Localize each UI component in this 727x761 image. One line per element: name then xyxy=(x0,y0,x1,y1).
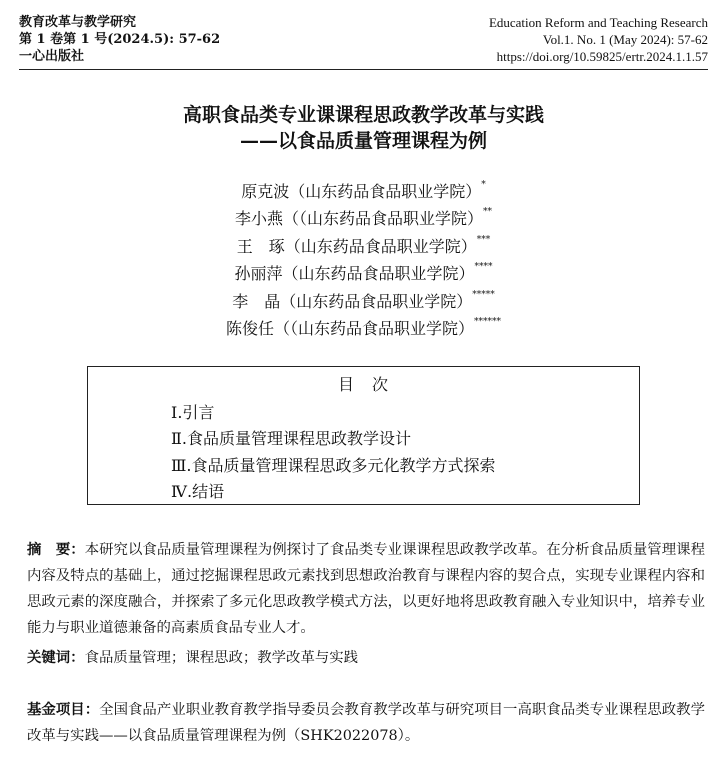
author-line xyxy=(0,260,727,287)
issue-info-en: Vol.1. No. 1 (May 2024): 57-62 xyxy=(542,32,708,47)
author-mark: * xyxy=(481,180,486,190)
abstract-label: 摘 要： xyxy=(27,541,85,558)
abstract-text: 本研究以食品质量管理课程为例探讨了食品类专业课课程思政教学改革。在分析食品质量管理课程内容及特点的基础上，通过挖掘课程思政元素找到思想政治教育与课程内容的契合点，实现专业课程内容和思政元素的深度融合，并探索了多元化思政教学模式方法，以更好地将思政教育融入专业知识中，培养专业能力与职业道德兼备的高素质食品专业人才。 xyxy=(27,542,705,636)
author-name: 李 晶（山东药品食品职业学院） xyxy=(232,291,473,311)
journal-name-en: Education Reform and Teaching Research xyxy=(488,15,708,30)
author-mark: ** xyxy=(483,207,492,218)
funding-label: 基金项目： xyxy=(27,701,100,718)
keywords-text: 食品质量管理；课程思政；教学改革与实践 xyxy=(84,650,359,666)
author-mark: *** xyxy=(476,234,491,245)
author-line xyxy=(0,178,727,205)
toc-item-methods[interactable]: Ⅲ.食品质量管理课程思政多元化教学方式探索 xyxy=(171,456,496,475)
funding xyxy=(27,697,705,749)
author-mark: ***** xyxy=(472,289,495,300)
journal-name-cn: 教育改革与教学研究 xyxy=(19,15,137,30)
journal-header-cn xyxy=(19,14,220,65)
toc-item-introduction[interactable]: Ⅰ.引言 xyxy=(171,403,215,422)
author-mark: ****** xyxy=(474,316,501,327)
author-name: 李小燕（（山东药品食品职业学院） xyxy=(234,209,483,229)
header-rule xyxy=(19,69,708,70)
toc-item-conclusion[interactable]: Ⅳ.结语 xyxy=(171,482,225,501)
author-name: 原克波（山东药品食品职业学院） xyxy=(241,182,482,201)
author-name: 王 琢（山东药品食品职业学院） xyxy=(236,236,477,256)
author-name: 陈俊任（（山东药品食品职业学院） xyxy=(225,318,474,338)
toc-item-design[interactable]: Ⅱ.食品质量管理课程思政教学设计 xyxy=(171,429,411,448)
author-name: 孙丽萍（山东药品食品职业学院） xyxy=(234,264,475,284)
journal-header-en xyxy=(489,14,708,65)
author-line xyxy=(0,233,727,260)
author-line xyxy=(0,205,727,232)
keywords xyxy=(27,645,358,671)
keywords-label: 关键词： xyxy=(27,649,85,666)
author-line xyxy=(0,288,727,315)
funding-text: 全国食品产业职业教育教学指导委员会教育教学改革与研究项目一高职食品类专业课程思政教学改革与实践——以食品质量管理课程为例（SHK2022078）。 xyxy=(27,702,705,744)
publisher-cn: 一心出版社 xyxy=(19,49,85,64)
abstract xyxy=(27,537,705,641)
paper-subtitle: ——以食品质量管理课程为例 xyxy=(239,130,487,152)
author-list xyxy=(0,178,727,342)
author-line xyxy=(0,315,727,342)
toc-title: 目 次 xyxy=(337,375,389,394)
doi-link[interactable]: https://doi.org/10.59825/ertr.2024.1.1.57 xyxy=(496,49,708,64)
table-of-contents xyxy=(87,366,640,505)
issue-info-cn: 第 1 卷第 1 号(2024.5): 57-62 xyxy=(19,32,221,47)
author-mark: **** xyxy=(474,262,493,273)
paper-title: 高职食品类专业课课程思政教学改革与实践 xyxy=(182,104,544,126)
